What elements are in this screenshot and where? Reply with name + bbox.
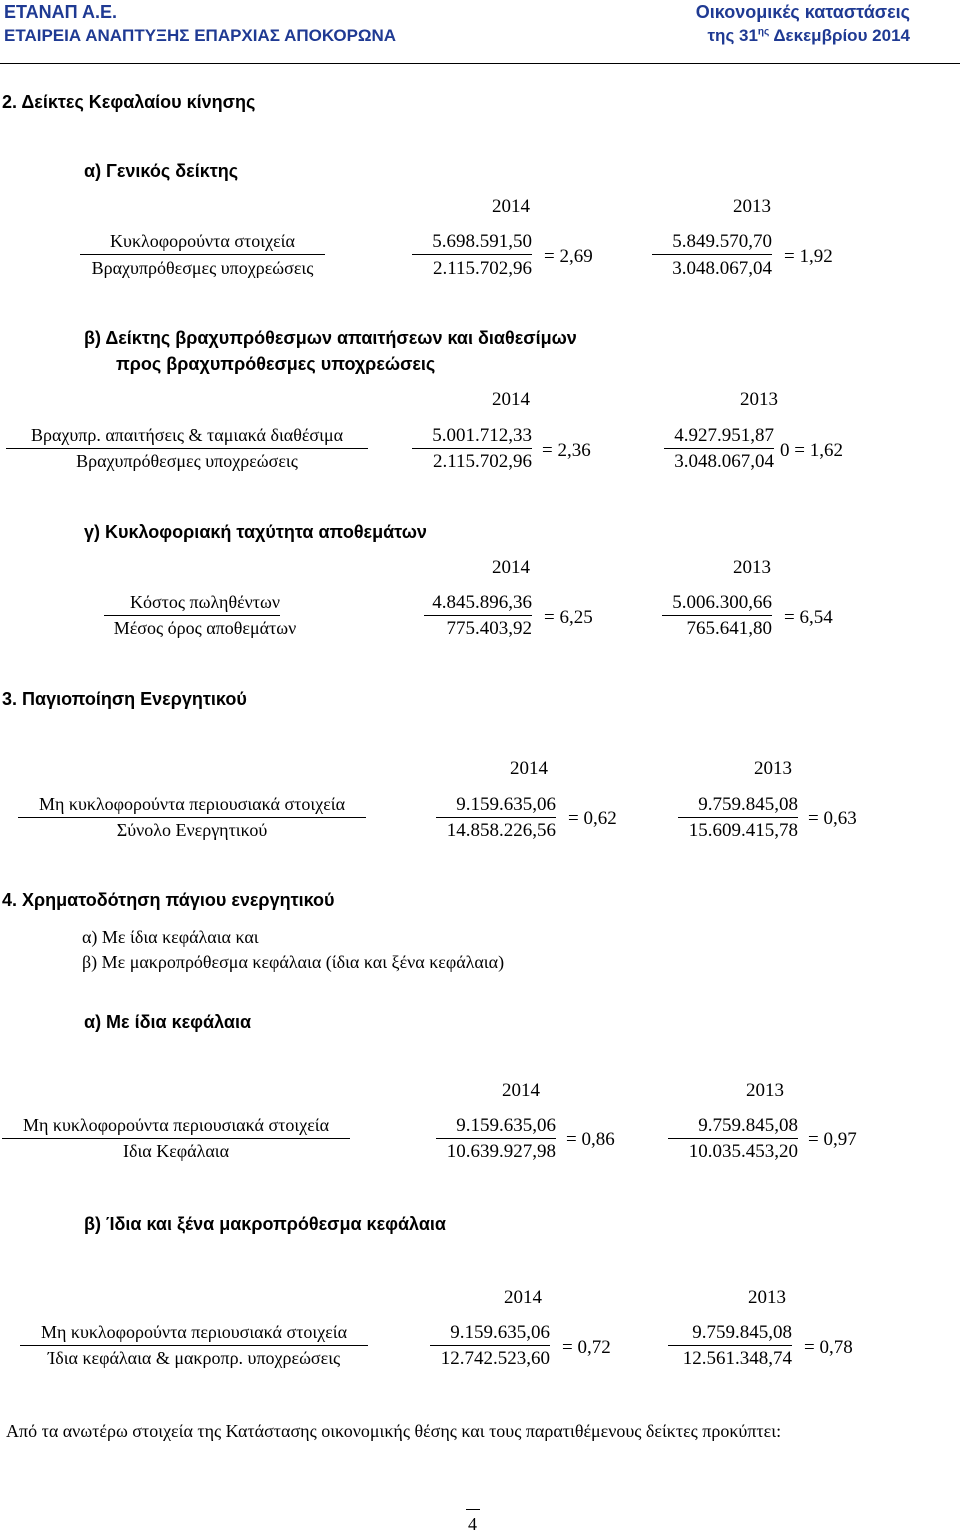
year-2013: 2013 [740,389,778,410]
result-2013: = 1,92 [784,246,833,267]
fraction-line [430,1345,550,1346]
numerator-2014: 5.698.591,50 [432,231,532,252]
result-2014: = 0,86 [566,1129,615,1150]
footer-rule [466,1509,480,1510]
year-2014: 2014 [492,557,530,578]
numerator-label: Κόστος πωληθέντων [129,592,281,612]
year-2014: 2014 [492,389,530,410]
numerator-label: Βραχυπρ. απαιτήσεις & ταμιακά διαθέσιμα [30,425,344,445]
date-prefix: της 31 [707,26,758,45]
section-4-title: 4. Χρηματοδότηση πάγιου ενεργητικού [2,890,335,910]
denominator-2013: 12.561.348,74 [682,1348,792,1369]
section-3-title: 3. Παγιοποίηση Ενεργητικού [2,689,247,709]
numerator-label: Μη κυκλοφορούντα περιουσιακά στοιχεία [22,1115,330,1135]
page-number: 4 [468,1514,477,1534]
year-2014: 2014 [510,758,548,779]
date-suffix: Δεκεμβρίου 2014 [769,26,910,45]
result-2014: = 0,72 [562,1337,611,1358]
year-2014: 2014 [504,1287,542,1308]
fraction-line [104,615,280,616]
numerator-label: Μη κυκλοφορούντα περιουσιακά στοιχεία [38,794,346,814]
company-short-name: ΕΤΑΝΑΠ Α.Ε. [4,2,118,22]
fraction-line [6,448,368,449]
result-2014: = 6,25 [544,607,593,628]
fraction-line [662,615,772,616]
fraction-line [436,817,556,818]
year-2013: 2013 [733,557,771,578]
denominator-label: Σύνολο Ενεργητικού [116,820,268,840]
section-2b-title-line2: προς βραχυπρόθεσμες υποχρεώσεις [116,354,436,374]
fraction-line [20,1345,368,1346]
denominator-2014: 2.115.702,96 [432,451,532,472]
result-2014: = 2,69 [544,246,593,267]
numerator-2013: 5.006.300,66 [672,592,772,613]
fraction-line [668,1345,792,1346]
result-2014: = 0,62 [568,808,617,829]
fraction-line [18,817,366,818]
result-2013: 0 = 1,62 [780,440,843,461]
denominator-label: Μέσος όρος αποθεμάτων [113,618,297,638]
fraction-line [436,1138,556,1139]
denominator-2013: 15.609.415,78 [688,820,798,841]
denominator-2013: 3.048.067,04 [672,258,772,279]
result-2013: = 0,78 [804,1337,853,1358]
denominator-2014: 2.115.702,96 [432,258,532,279]
denominator-2014: 14.858.226,56 [446,820,556,841]
denominator-2013: 3.048.067,04 [674,451,774,472]
header-rule [0,63,960,64]
year-2013: 2013 [733,196,771,217]
section-4-item-a: α) Με ίδια κεφάλαια και [82,927,259,947]
year-2014: 2014 [492,196,530,217]
denominator-2013: 765.641,80 [686,618,772,639]
date-superscript: ης [757,26,770,38]
numerator-2013: 4.927.951,87 [674,425,774,446]
numerator-2014: 5.001.712,33 [432,425,532,446]
result-2014: = 2,36 [542,440,591,461]
section-2c-title: γ) Κυκλοφοριακή ταχύτητα αποθεμάτων [84,522,427,542]
fraction-line [652,254,772,255]
fraction-line [2,1138,350,1139]
numerator-label: Μη κυκλοφορούντα περιουσιακά στοιχεία [40,1322,348,1342]
fraction-line [668,1138,798,1139]
year-2013: 2013 [748,1287,786,1308]
fraction-line [412,448,532,449]
section-2a-title: α) Γενικός δείκτης [84,161,239,181]
numerator-2013: 5.849.570,70 [672,231,772,252]
section-4b-title: β) Ίδια και ξένα μακροπρόθεσμα κεφάλαια [84,1214,446,1234]
denominator-label: Ίδια κεφάλαια & μακροπρ. υποχρεώσεις [47,1348,341,1368]
fraction-line [678,817,798,818]
fraction-line [424,615,532,616]
numerator-2013: 9.759.845,08 [698,1115,798,1136]
denominator-label: Βραχυπρόθεσμες υποχρεώσεις [91,258,314,278]
result-2013: = 6,54 [784,607,833,628]
section-2b-title-line1: β) Δείκτης βραχυπρόθεσμων απαιτήσεων και διαθεσίμων [84,328,577,348]
year-2013: 2013 [754,758,792,779]
closing-paragraph: Από τα ανωτέρω στοιχεία της Κατάστασης οικονομικής θέσης και τους παρατιθέμενους δείκτες προκύπτει: [6,1421,782,1441]
numerator-2014: 9.159.635,06 [456,1115,556,1136]
year-2013: 2013 [746,1080,784,1101]
numerator-label: Κυκλοφορούντα στοιχεία [110,231,295,251]
numerator-2014: 4.845.896,36 [432,592,532,613]
denominator-2013: 10.035.453,20 [688,1141,798,1162]
section-2-title: 2. Δείκτες Κεφαλαίου κίνησης [2,92,256,112]
numerator-2013: 9.759.845,08 [698,794,798,815]
denominator-2014: 10.639.927,98 [446,1141,556,1162]
fraction-line [80,254,325,255]
document-date [707,26,910,46]
document-title: Οικονομικές καταστάσεις [695,2,910,22]
denominator-label: Ιδια Κεφάλαια [122,1141,230,1161]
fraction-line [412,254,532,255]
section-4a-title: α) Με ίδια κεφάλαια [84,1012,252,1032]
fraction-line [664,448,774,449]
denominator-2014: 12.742.523,60 [440,1348,550,1369]
numerator-2014: 9.159.635,06 [456,794,556,815]
result-2013: = 0,63 [808,808,857,829]
numerator-2014: 9.159.635,06 [450,1322,550,1343]
section-4-item-b: β) Με μακροπρόθεσμα κεφάλαια (ίδια και ξένα κεφάλαια) [82,952,505,972]
denominator-2014: 775.403,92 [446,618,532,639]
result-2013: = 0,97 [808,1129,857,1150]
year-2014: 2014 [502,1080,540,1101]
denominator-label: Βραχυπρόθεσμες υποχρεώσεις [76,451,298,471]
numerator-2013: 9.759.845,08 [692,1322,792,1343]
company-full-name: ΕΤΑΙΡΕΙΑ ΑΝΑΠΤΥΞΗΣ ΕΠΑΡΧΙΑΣ ΑΠΟΚΟΡΩΝΑ [4,26,397,45]
